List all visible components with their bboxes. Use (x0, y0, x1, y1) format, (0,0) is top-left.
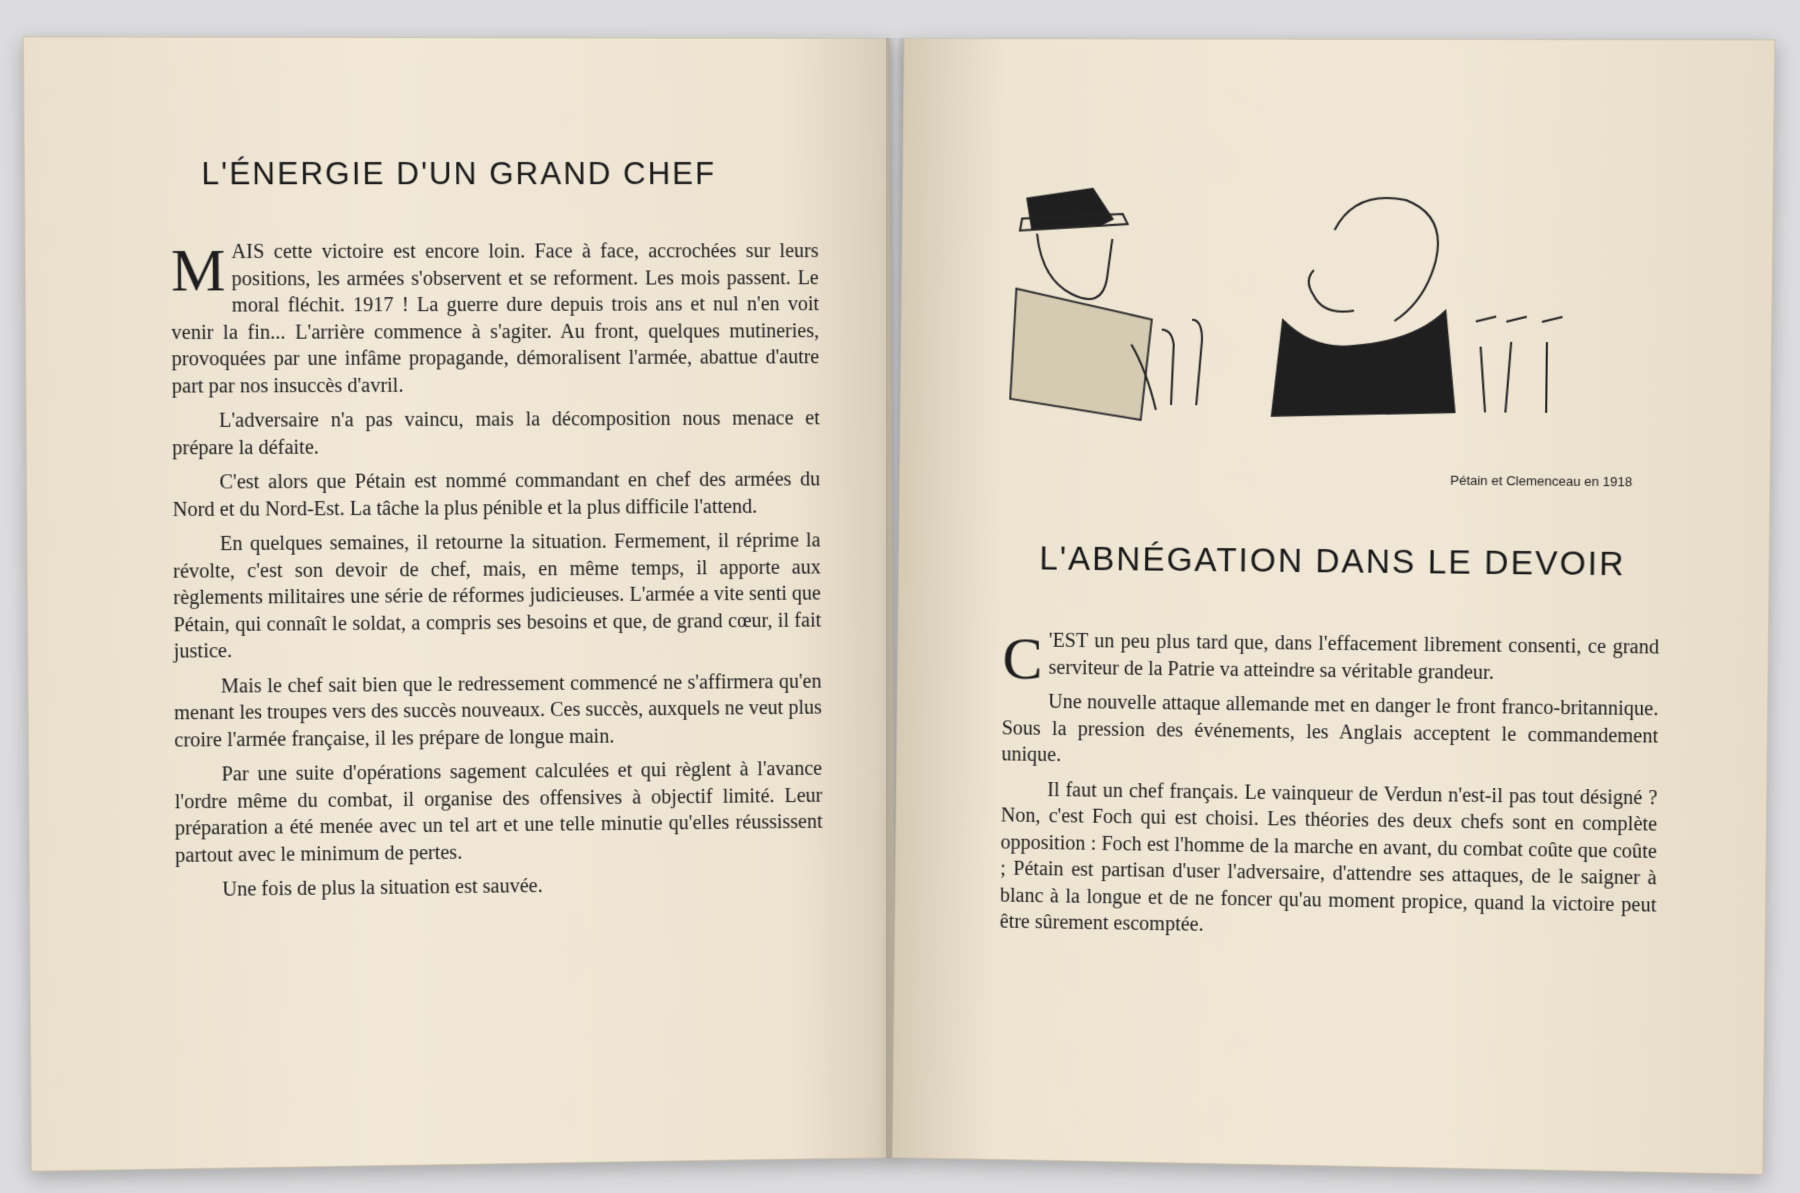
right-page-title: L'ABNÉGATION DANS LE DEVOIR (1039, 539, 1626, 583)
paragraph: C 'EST un peu plus tard que, dans l'effacement librement consenti, ce grand serviteur de la Patrie va atteindre sa véritable grandeur. (1002, 625, 1660, 692)
left-page-title: L'ÉNERGIE D'UN GRAND CHEF (201, 155, 717, 192)
right-page (892, 38, 1775, 1175)
paragraph: En quelques semaines, il retourne la situation. Fermement, il réprime la révolte, c'est son devoir de chef, mais, en même temps, il apporte aux règlements militaires une série de réformes judicieuses. L'armée a vite senti que Pétain, qui connaît le soldat, a compris ses besoins et que, de grand cœur, il fait justice. (173, 529, 822, 663)
dropcap: M (170, 236, 226, 304)
paragraph: Une nouvelle attaque allemande met en danger le front franco-britannique. Sous la pression des événements, les Anglais acceptent le commandement unique. (1001, 690, 1659, 767)
paragraph: MAIS cette victoire est encore loin. Face à face, accrochées sur leurs positions, les armées s'observent et se reforment. Les mois passent. Le moral fléchit. 1917 ! La guerre dure depuis trois ans et nul n'en voit venir la fin... L'arrière commence à s'agiter. Au front, quelques mutineries, provoquées par une infâme propagande, démoralisent l'armée, abattue d'autre part par nos insuccès d'avril. (170, 236, 820, 398)
illustration-figures (979, 168, 1650, 474)
open-book (38, 38, 1758, 1158)
paragraph: Une fois de plus la situation est sauvée. (222, 874, 543, 901)
left-page (23, 36, 897, 1171)
left-page-text (171, 238, 823, 912)
paragraph: Il faut un chef français. Le vainqueur de Verdun n'est-il pas tout désigné ? Non, c'est Foch qui est choisi. Les théories des deux chefs sont en complète opposition : Foch est l'homme de la marche en avant, du combat coûte que coûte ; Pétain est partisan d'user l'adversaire, d'attendre ses attaques, de le saigner à blanc à la longue et de ne foncer qu'au moment propice, quand la victoire peut être sûrement escomptée. (999, 778, 1658, 936)
paragraph: Par une suite d'opérations sagement calculées et qui règlent à l'avance l'ordre même du combat, il organise des offensives à objectif limité. Leur préparation a été menée avec un tel art et une telle minutie qu'elles réussissent partout avec le minimum de pertes. (174, 757, 823, 867)
right-page-text (999, 627, 1659, 953)
illustration-sketch (979, 168, 1650, 474)
paragraph: C'est alors que Pétain est nommé commandant en chef des armées du Nord et du Nord-Est. La tâche la plus pénible et la plus difficile l'attend. (172, 468, 821, 521)
paragraph: Mais le chef sait bien que le redressement commencé ne s'affirmera qu'en menant les troupes vers des succès nouveaux. Ces succès, auxquels ne veut plus croire l'armée française, il les prépare de longue main. (174, 670, 822, 752)
dropcap: C (1002, 625, 1043, 692)
paragraph: L'adversaire n'a pas vaincu, mais la décomposition nous menace et prépare la défaite. (172, 407, 820, 459)
illustration-caption: Pétain et Clemenceau en 1918 (1450, 472, 1633, 490)
